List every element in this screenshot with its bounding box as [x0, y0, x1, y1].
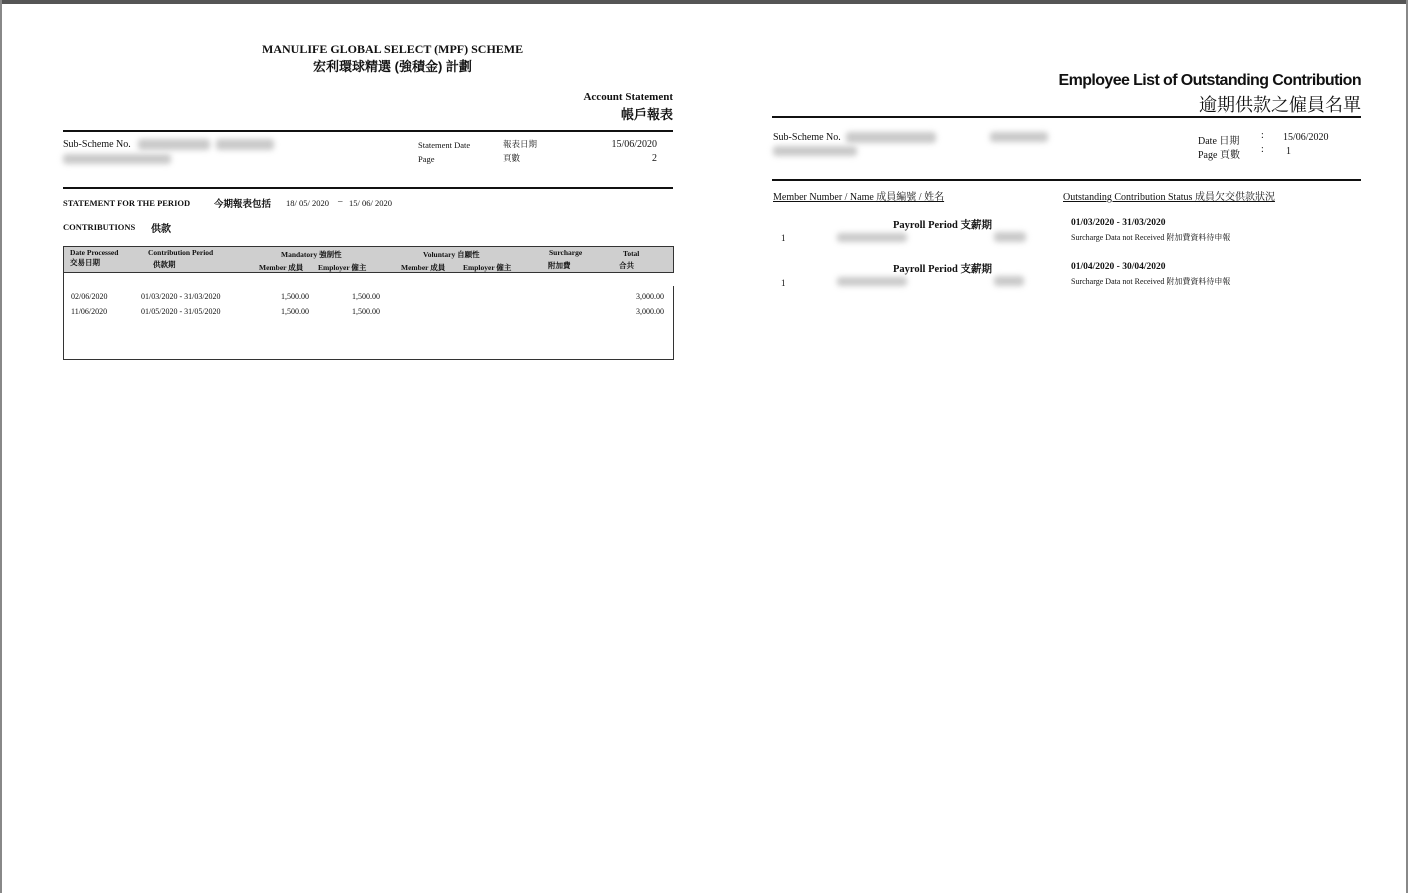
- doc-title-zh: 帳戶報表: [620, 107, 673, 122]
- col-total-zh: 合共: [619, 261, 634, 270]
- col-contribution-period-zh: 供款期: [153, 260, 176, 269]
- contributions-table-spacer: [63, 273, 674, 286]
- window-top-border: [0, 0, 1408, 4]
- col-surcharge: Surcharge: [549, 248, 583, 257]
- header-divider: [63, 130, 673, 132]
- outstanding-status: Surcharge Data not Received 附加費資料待申報: [1071, 277, 1231, 286]
- row-total: 3,000.00: [636, 307, 664, 316]
- redacted-outstanding-employer: [773, 146, 857, 156]
- period-from: 18/ 05/ 2020: [286, 198, 329, 208]
- scheme-name-en: MANULIFE GLOBAL SELECT (MPF) SCHEME: [262, 42, 524, 56]
- outstanding-title-zh: 逾期供款之僱員名單: [1199, 95, 1361, 115]
- col-voluntary: Voluntary 自願性: [423, 250, 480, 259]
- period-divider: [63, 187, 673, 189]
- row-mandatory-member: 1,500.00: [281, 292, 309, 301]
- row-mandatory-employer: 1,500.00: [352, 307, 380, 316]
- scheme-name-zh: 宏利環球精選 (強積金) 計劃: [313, 59, 472, 74]
- col-date-processed-zh: 交易日期: [70, 258, 100, 267]
- outstanding-page-colon: :: [1261, 144, 1264, 155]
- payroll-period-label: Payroll Period 支薪期: [893, 264, 992, 275]
- page-label: Page: [418, 154, 435, 164]
- payroll-period-range: 01/04/2020 - 30/04/2020: [1071, 262, 1166, 272]
- row-total: 3,000.00: [636, 292, 664, 301]
- period-dash: –: [338, 196, 343, 206]
- redacted-member-name: [994, 276, 1024, 286]
- row-mandatory-member: 1,500.00: [281, 307, 309, 316]
- outstanding-status: Surcharge Data not Received 附加費資料待申報: [1071, 233, 1231, 242]
- period-to: 15/ 06/ 2020: [349, 198, 392, 208]
- page-value: 2: [652, 153, 657, 164]
- payroll-period-range: 01/03/2020 - 31/03/2020: [1071, 218, 1166, 228]
- col-mandatory-employer: Employer 僱主: [318, 263, 367, 272]
- statement-date-label: Statement Date: [418, 140, 471, 150]
- period-label: STATEMENT FOR THE PERIOD: [63, 198, 191, 208]
- col-mandatory: Mandatory 強制性: [281, 250, 342, 259]
- payroll-period-label: Payroll Period 支薪期: [893, 220, 992, 231]
- redacted-member-number: [837, 277, 907, 286]
- col-voluntary-member: Member 成員: [401, 263, 446, 272]
- redacted-sub-scheme-number: [138, 139, 210, 150]
- row-date: 02/06/2020: [71, 292, 108, 301]
- row-date: 11/06/2020: [71, 307, 108, 316]
- outstanding-date-colon: :: [1261, 130, 1264, 141]
- outstanding-date-value: 15/06/2020: [1283, 132, 1329, 143]
- sub-scheme-label: Sub-Scheme No.: [63, 139, 131, 150]
- redacted-outstanding-sub-scheme-2: [990, 132, 1048, 142]
- statement-date-label-zh: 報表日期: [503, 139, 538, 149]
- outstanding-page-label: Page 頁數: [1198, 150, 1240, 161]
- outstanding-title-en: Employee List of Outstanding Contribution: [1058, 72, 1361, 89]
- period-label-zh: 今期報表包括: [214, 199, 272, 210]
- redacted-member-number: [837, 233, 907, 242]
- row-period: 01/05/2020 - 31/05/2020: [141, 307, 221, 316]
- doc-title-en: Account Statement: [583, 91, 673, 103]
- member-index: 1: [781, 233, 786, 243]
- window-left-border: [0, 0, 2, 893]
- outstanding-date-label: Date 日期: [1198, 136, 1240, 147]
- outstanding-sub-scheme-label: Sub-Scheme No.: [773, 132, 841, 143]
- redacted-sub-scheme-number-2: [216, 139, 274, 150]
- row-period: 01/03/2020 - 31/03/2020: [141, 292, 221, 301]
- statement-date-value: 15/06/2020: [611, 139, 657, 150]
- col-total: Total: [623, 249, 640, 258]
- col-surcharge-zh: 附加費: [548, 261, 571, 270]
- redacted-employer-name: [63, 154, 171, 164]
- row-mandatory-employer: 1,500.00: [352, 292, 380, 301]
- redacted-outstanding-sub-scheme: [846, 132, 936, 143]
- col-voluntary-employer: Employer 僱主: [463, 263, 512, 272]
- redacted-member-name: [994, 232, 1026, 242]
- member-index: 1: [781, 278, 786, 288]
- outstanding-columns-divider: [772, 179, 1361, 181]
- outstanding-header-divider: [772, 116, 1361, 118]
- col-date-processed: Date Processed: [70, 248, 119, 257]
- col-member-number-name: Member Number / Name 成員編號 / 姓名: [773, 192, 945, 203]
- outstanding-page-value: 1: [1286, 146, 1291, 157]
- page-label-zh: 頁數: [503, 153, 521, 163]
- col-mandatory-member: Member 成員: [259, 263, 304, 272]
- col-outstanding-status: Outstanding Contribution Status 成員欠交供款狀況: [1063, 192, 1275, 203]
- contributions-label: CONTRIBUTIONS: [63, 222, 136, 232]
- contributions-label-zh: 供款: [151, 224, 171, 235]
- col-contribution-period: Contribution Period: [148, 248, 214, 257]
